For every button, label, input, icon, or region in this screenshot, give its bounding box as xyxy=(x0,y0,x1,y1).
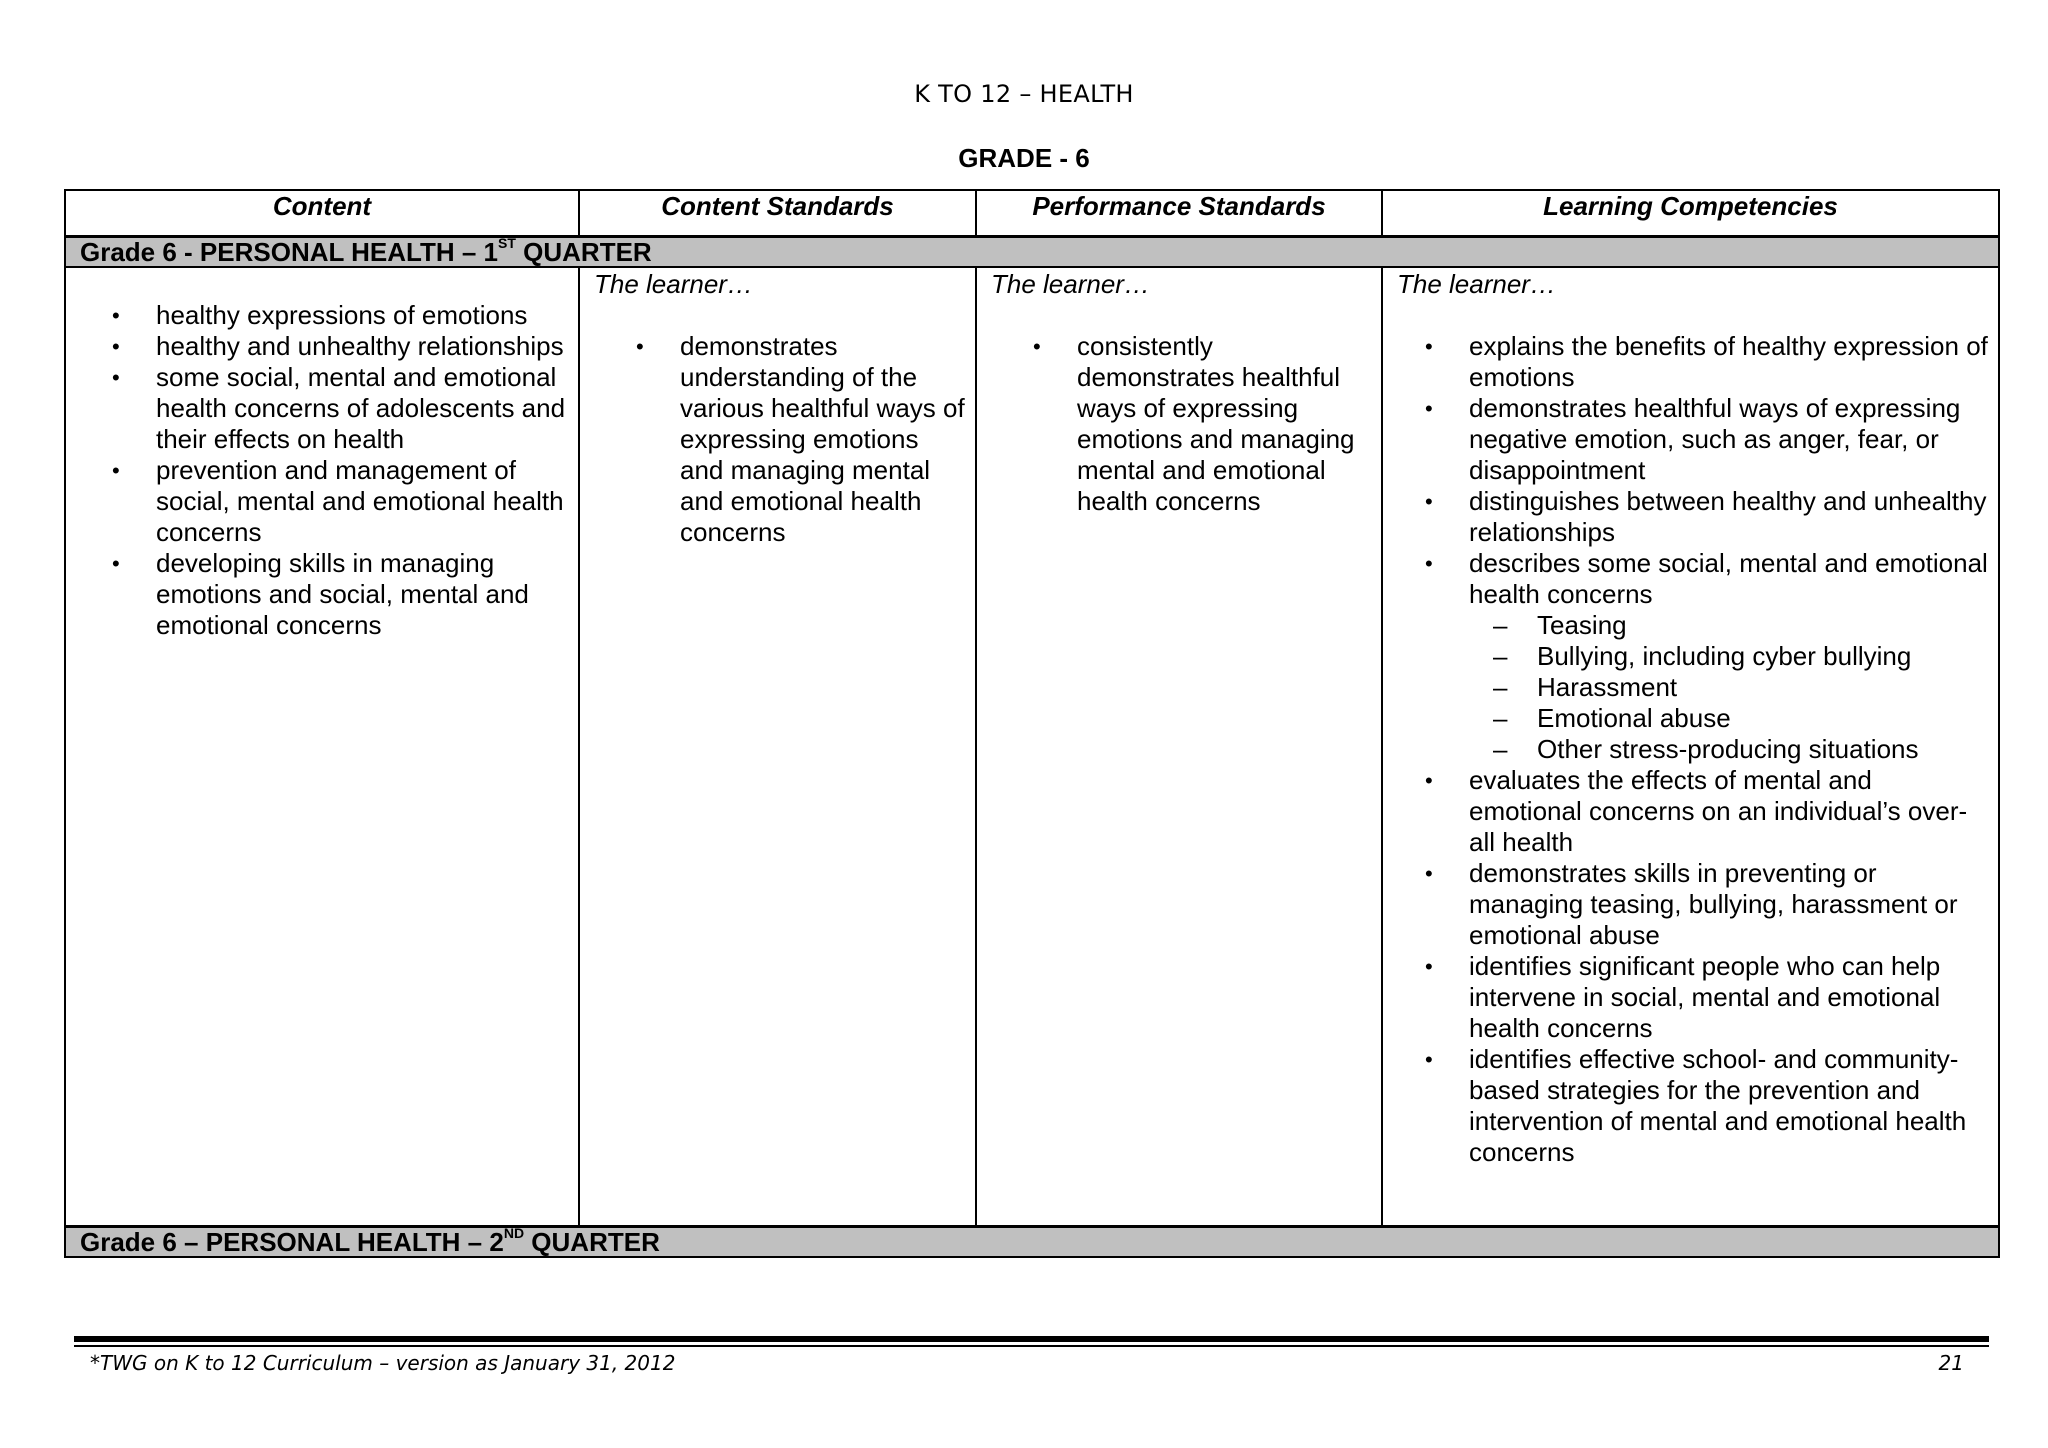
document-title: K TO 12 – HEALTH xyxy=(914,80,1134,108)
column-header-row xyxy=(65,190,1999,237)
grade-title: GRADE - 6 xyxy=(958,143,1090,173)
learner-prefix: The learner… xyxy=(991,269,1150,299)
column-header-performance-standards: Performance Standards xyxy=(976,190,1382,237)
content-standards-cell xyxy=(579,267,976,1227)
footer-rule xyxy=(74,1336,1989,1342)
concerns-sub-list xyxy=(1469,610,1990,765)
learner-prefix: The learner… xyxy=(1397,269,1556,299)
footer-note: *TWG on K to 12 Curriculum – version as January 31, 2012 xyxy=(90,1351,676,1375)
footer-rule-thin xyxy=(74,1345,1989,1347)
list-item: • evaluates the effects of mental and emotional concerns on an individual’s over-all health xyxy=(1425,765,1968,857)
sub-list-item: – Emotional abuse xyxy=(1493,703,1731,733)
learning-competencies-cell xyxy=(1382,267,1999,1227)
quarter-2-label: Grade 6 – PERSONAL HEALTH – 2ND QUARTER xyxy=(65,1227,1999,1258)
list-item: • developing skills in managing emotions and social, mental and emotional concerns xyxy=(112,548,529,640)
list-item: • explains the benefits of healthy expression of emotions xyxy=(1425,331,1988,392)
list-item: • healthy and unhealthy relationships xyxy=(112,331,564,361)
list-item: • distinguishes between healthy and unhealthy relationships xyxy=(1425,486,1987,547)
sub-list-item: – Harassment xyxy=(1493,672,1678,702)
sub-list-item: – Bullying, including cyber bullying xyxy=(1493,641,1912,671)
sub-list-item: – Teasing xyxy=(1493,610,1627,640)
content-row xyxy=(65,267,1999,1227)
column-header-learning-competencies: Learning Competencies xyxy=(1382,190,1999,237)
quarter-2-row xyxy=(65,1227,1999,1258)
list-item: • consistently demonstrates healthful ways of expressing emotions and managing mental and emotional health concerns xyxy=(1033,331,1355,516)
list-item: • some social, mental and emotional health concerns of adolescents and their effects on health xyxy=(112,362,566,454)
curriculum-table xyxy=(64,189,2000,1258)
learner-prefix: The learner… xyxy=(594,269,753,299)
page-number: 21 xyxy=(1938,1351,1964,1375)
content-cell xyxy=(65,267,579,1227)
list-item: • identifies effective school- and community-based strategies for the prevention and intervention of mental and emotional health concerns xyxy=(1425,1044,1967,1167)
column-header-content-standards: Content Standards xyxy=(579,190,976,237)
list-item: • healthy expressions of emotions xyxy=(112,300,528,330)
list-item: • prevention and management of social, mental and emotional health concerns xyxy=(112,455,564,547)
column-header-content: Content xyxy=(65,190,579,237)
content-standards-list xyxy=(580,331,975,548)
quarter-1-row xyxy=(65,237,1999,268)
list-item: • demonstrates understanding of the various healthful ways of expressing emotions and managing mental and emotional health concerns xyxy=(636,331,965,547)
list-item: • demonstrates skills in preventing or managing teasing, bullying, harassment or emotional abuse xyxy=(1425,858,1958,950)
content-list xyxy=(66,300,578,641)
quarter-1-label: Grade 6 - PERSONAL HEALTH – 1ST QUARTER xyxy=(65,237,1999,268)
sub-list-item: – Other stress-producing situations xyxy=(1493,734,1919,764)
learning-competencies-list xyxy=(1383,331,1998,1168)
list-item: • identifies significant people who can help intervene in social, mental and emotional health concerns xyxy=(1425,951,1941,1043)
performance-standards-list xyxy=(977,331,1381,517)
list-item: • describes some social, mental and emotional health concerns – Teasing – Bullying, including cyber bullying – Harassment – Emotional abuse – Other stress-producing situations xyxy=(1469,548,1990,765)
performance-standards-cell xyxy=(976,267,1382,1227)
list-item: • demonstrates healthful ways of expressing negative emotion, such as anger, fear, or disappointment xyxy=(1425,393,1961,485)
